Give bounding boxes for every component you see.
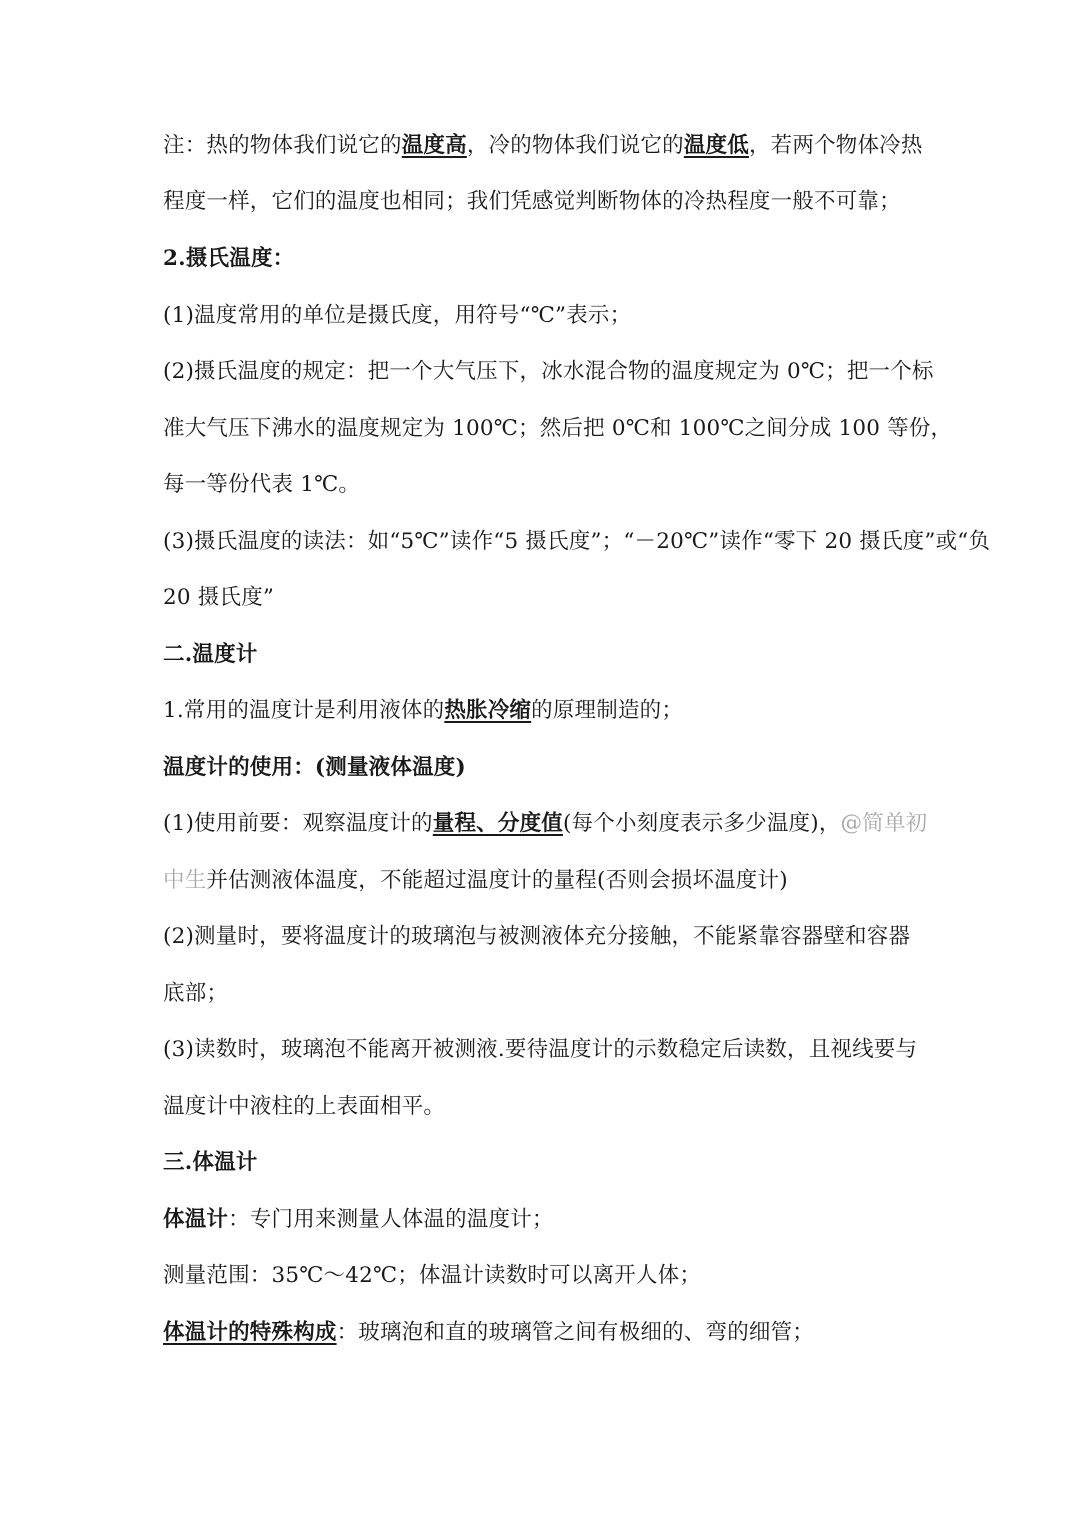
celsius-definition-line-3: 每一等份代表 1℃。 — [163, 472, 361, 497]
celsius-unit-line: (1)温度常用的单位是摄氏度，用符号“℃”表示； — [163, 303, 632, 328]
term-high-temperature: 温度高 — [401, 133, 467, 158]
usage-line-1 — [163, 808, 928, 840]
principle-text-1: 1.常用的温度计是利用液体的 — [163, 698, 445, 723]
clinical-range-line: 测量范围：35℃～42℃；体温计读数时可以离开人体； — [163, 1263, 702, 1288]
note-line-2: 程度一样，它们的温度也相同；我们凭感觉判断物体的冷热程度一般不可靠； — [163, 189, 901, 214]
term-clinical-thermometer: 体温计 — [163, 1207, 229, 1232]
principle-text-2: 的原理制造的； — [531, 698, 684, 723]
usage-line-3: (2)测量时，要将温度计的玻璃泡与被测液体充分接触，不能紧靠容器壁和容器 — [163, 924, 911, 949]
thermometer-principle-line — [163, 695, 923, 727]
note-text-1: 注：热的物体我们说它的 — [163, 133, 402, 158]
usage-text-2: (每个小刻度表示多少温度)， — [562, 811, 841, 836]
heading-thermometer: 二.温度计 — [163, 642, 258, 667]
usage-line-6: 温度计中液柱的上表面相平。 — [163, 1094, 446, 1119]
note-text-3: ，若两个物体冷热 — [748, 133, 923, 158]
heading-celsius: 2.摄氏温度： — [163, 246, 295, 271]
celsius-reading-line-1: (3)摄氏温度的读法：如“5℃”读作“5 摄氏度”；“－20℃”读作“零下 20 摄氏度”或“负 — [163, 529, 991, 554]
term-special-structure: 体温计的特殊构成 — [163, 1320, 337, 1345]
clinical-definition-line — [163, 1204, 923, 1236]
celsius-reading-line-2: 20 摄氏度” — [163, 585, 275, 610]
clinical-structure-text: ：玻璃泡和直的玻璃管之间有极细的、弯的细管； — [336, 1320, 815, 1345]
heading-clinical-thermometer: 三.体温计 — [163, 1150, 258, 1175]
term-thermal-expansion: 热胀冷缩 — [444, 698, 532, 723]
heading-thermometer-usage: 温度计的使用：(测量液体温度) — [163, 755, 466, 780]
note-text-2: ，冷的物体我们说它的 — [466, 133, 684, 158]
term-range-division: 量程、分度值 — [432, 811, 563, 836]
clinical-definition-text: ：专门用来测量人体温的温度计； — [228, 1207, 554, 1232]
watermark-text-2: 中生 — [163, 868, 207, 893]
usage-text-3: 并估测液体温度，不能超过温度计的量程(否则会损坏温度计) — [206, 868, 788, 893]
usage-text-1: (1)使用前要：观察温度计的 — [163, 811, 433, 836]
watermark-text-1: @简单初 — [840, 811, 928, 836]
clinical-structure-line — [163, 1317, 923, 1349]
usage-line-4: 底部； — [163, 981, 229, 1006]
usage-line-2 — [163, 865, 923, 897]
celsius-definition-line-2: 准大气压下沸水的温度规定为 100℃；然后把 0℃和 100℃之间分成 100 等份， — [163, 416, 953, 441]
celsius-definition-line-1: (2)摄氏温度的规定：把一个大气压下，冰水混合物的温度规定为 0℃；把一个标 — [163, 359, 934, 384]
term-low-temperature: 温度低 — [683, 133, 749, 158]
note-line-1 — [163, 130, 923, 162]
usage-line-5: (3)读数时，玻璃泡不能离开被测液.要待温度计的示数稳定后读数，且视线要与 — [163, 1037, 918, 1062]
